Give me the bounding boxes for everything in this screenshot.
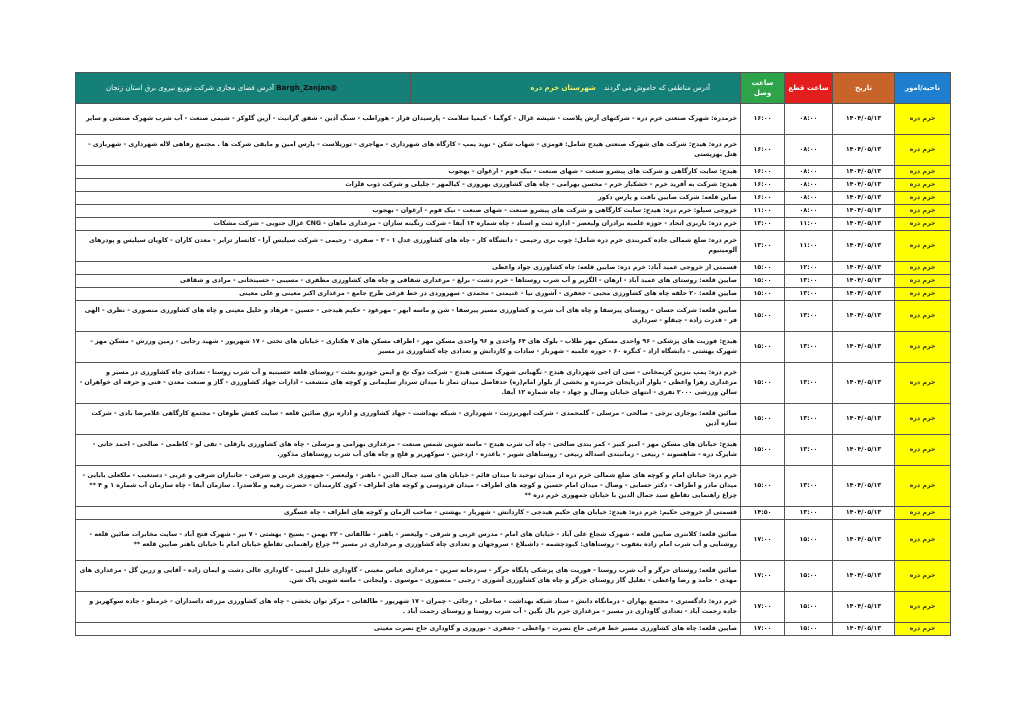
table-row <box>76 404 951 435</box>
region-cell: خرم دره <box>895 275 951 288</box>
date-cell: ۱۴۰۴/۰۵/۱۳ <box>833 205 895 218</box>
date-cell: ۱۴۰۴/۰۵/۱۳ <box>833 262 895 275</box>
table-row <box>76 592 951 623</box>
address-cell: صائین قلعه: کلانتری صایین قلعه - شهرک شجاع علی آباد - خیابان های امام - مدرس غربی و شرقی - ولیعصر - باهنر - طالقانی - ۲۲ بهمن - بسیج - بهشتی - ۷ تیر - شهرک فتح آباد - سایت مخابرات صائین قلعه - روشنایی و آب شرب امام زاده یعقوب - روستاهای: کبودچشمه - داشبلاغ - سروجهان و تعدادی چاه کشاورزی و مرغداری در مسیر ** چراغ راهنمایی تقاطع خیابان امام با خیابان باهنر صایین قلعه ** <box>76 520 741 561</box>
region-cell: خرم دره <box>895 561 951 592</box>
table-row <box>76 623 951 636</box>
table-row <box>76 166 951 179</box>
address-cell: هیدج: سایت کارگاهی و شرکت های پیشرو صنعت - شهای صنعت - نیک فوم - ارغوان - بهجوب <box>76 166 741 179</box>
table-row <box>76 363 951 404</box>
date-cell: ۱۴۰۴/۰۵/۱۳ <box>833 435 895 466</box>
date-cell: ۱۴۰۴/۰۵/۱۳ <box>833 218 895 231</box>
table-row <box>76 192 951 205</box>
cut-time-cell: ۱۳:۰۰ <box>785 301 833 332</box>
header-social <box>76 73 411 104</box>
date-cell: ۱۴۰۴/۰۵/۱۳ <box>833 592 895 623</box>
region-cell: خرم دره <box>895 205 951 218</box>
region-cell: خرم دره <box>895 363 951 404</box>
address-cell: هیدج: شرکت به آفرید خرم - خشکبار خرم - محسن بهرامی - چاه های کشاورزی بهروزی - کیالمهر - جلیلی و شرکت ذوب فلزات <box>76 179 741 192</box>
header-row <box>76 73 951 104</box>
cut-time-cell: ۱۳:۰۰ <box>785 435 833 466</box>
address-cell: خرم دره: دادگستری - مجتمع بهاران - درمانگاه دانش - ستاد شبکه بهداشت - ساحلی - رجائی - چمران - ۱۷ شهریور - طالقانی - مرکز توان بخشی - چاه های کشاورزی مزرعه داسداران - خرمنلو - جاده سوکهریز و جاده رحمت آباد - تعدادی گاوداری در مسیر - مرغداری خرم بال نگین - آب شرب روستا و روستای رحمت آباد . <box>76 592 741 623</box>
address-cell: صایین قلعه: چاه های کشاورزی مسیر خط فرعی حاج نصرت - واعظی - جعفری - نوروزی و گاوداری حاج نصرت معینی <box>76 623 741 636</box>
date-cell: ۱۴۰۴/۰۵/۱۳ <box>833 363 895 404</box>
social-handle: @Bargh_Zanjan <box>276 84 338 92</box>
date-cell: ۱۴۰۴/۰۵/۱۳ <box>833 192 895 205</box>
address-cell: صایین قلعه: روستای های عمید آباد - ارهان - الگزیر و آب شرب روستاها - خرم دشت - برلغ - مرغداری شقاقی و چاه های کشاورزی مظفری - مسیبی - حسینخانی - مرادی و شقاقی <box>76 275 741 288</box>
date-cell: ۱۴۰۴/۰۵/۱۳ <box>833 275 895 288</box>
address-cell: خرم دره: ضلع شمالی جاده کمربندی خرم دره شامل: چوب بری رحیمی - دانشگاه کار - چاه های کشاورزی عدل ۱ - ۲ - صفری - رحیمی - شرکت سیلیس آرا - کانسار ترابر - معدن کاران - کاویان سیلیس و پودرهای آلومینیوم <box>76 231 741 262</box>
address-cell: هیدج: فوریت های پزشکی - ۹۶ واحدی مسکن مهر طلاب - بلوک های ۶۴ واحدی و ۹۶ واحدی مسکن مهر - اطراف مسکن های ۷ هکتاری - خیابان های تختی - ۱۷ شهریور - شهید رجایی - زمین ورزش - مسکن مهر - شهرک بهشتی - دانشگاه ازاد - کنگره ۶۰ - حوزه علمیه - شهربار - سادات و کاردانش و تعدادی چاه کشاورزی در مسیر <box>76 332 741 363</box>
date-cell: ۱۴۰۴/۰۵/۱۳ <box>833 332 895 363</box>
address-label: آدرس مناطقی که خاموش می گردند <box>603 84 710 92</box>
connect-time-cell: ۱۱:۰۰ <box>741 205 785 218</box>
connect-time-cell: ۱۷:۰۰ <box>741 520 785 561</box>
region-cell: خرم دره <box>895 623 951 636</box>
date-cell: ۱۴۰۴/۰۵/۱۳ <box>833 561 895 592</box>
date-cell: ۱۴۰۴/۰۵/۱۳ <box>833 288 895 301</box>
date-cell: ۱۴۰۴/۰۵/۱۳ <box>833 179 895 192</box>
connect-time-cell: ۱۵:۰۰ <box>741 363 785 404</box>
date-cell: ۱۴۰۴/۰۵/۱۳ <box>833 301 895 332</box>
outage-table <box>75 72 951 636</box>
address-cell: صایین قلعه: ۲۰ حلقه چاه های کشاورزی محبی - جعفری - آشوری نیا - غنیمتی - محمدی - سهروردی در خط فرعی طرح جامع - مرغداری اکبر معینی و علی معینی <box>76 288 741 301</box>
connect-time-cell: ۱۵:۰۰ <box>741 466 785 507</box>
address-cell: صایین قلعه: شرکت حسان - روستای پیرسقا و چاه های آب شرب و کشاورزی مسیر پیرسقا - شن و ماسه ابهر - مهرعود - حکیم هیدجی - حسین - فرهاد و خلیل معینی و چاه های کشاورزی منصوری - نظری - الهی فر - قدرت زاده - چیقلو - سرداری <box>76 301 741 332</box>
cut-time-cell: ۰۸:۰۰ <box>785 166 833 179</box>
date-cell: ۱۴۰۴/۰۵/۱۳ <box>833 404 895 435</box>
region-cell: خرم دره <box>895 218 951 231</box>
date-cell: ۱۴۰۴/۰۵/۱۳ <box>833 231 895 262</box>
header-cut-time: ساعت قطع <box>785 73 833 104</box>
connect-time-cell: ۱۶:۰۰ <box>741 192 785 205</box>
cut-time-cell: ۱۱:۰۰ <box>785 218 833 231</box>
region-cell: خرم دره <box>895 288 951 301</box>
address-cell: قسمتی از خروجی حکیم: خرم دره: هیدج: خیابان های حکیم هیدجی - کاردانش - شهریار - بهشتی - صاحب الزمان و کوچه های اطراف - چاه عسگری <box>76 507 741 520</box>
header-address <box>411 73 741 104</box>
connect-time-cell: ۱۷:۰۰ <box>741 623 785 636</box>
header-date: تاریخ <box>833 73 895 104</box>
connect-time-cell: ۱۵:۰۰ <box>741 288 785 301</box>
address-cell: هیدج: خیابان های مسکن مهر - امیر کبیر - کمر بندی صالحی - چاه آب شرب هیدج - ماسه شویی شمس صنعت - مرغداری بهرامی و مرسلی - چاه های کشاورزی یارقلی - تقی لو - کاظمی - صالحی - احمد خانی - شایرک دره - شاهسوند - ربیعی - زمانبندی اسداله ربیعی - روستاهای شویر - باغدره - اردجین - سوکهریز و قلج و چاه های آب شرب روستاهای مذکور. <box>76 435 741 466</box>
table-row <box>76 179 951 192</box>
connect-time-cell: ۱۳:۰۰ <box>741 218 785 231</box>
region-cell: خرم دره <box>895 435 951 466</box>
header-connect-time: ساعت وصل <box>741 73 785 104</box>
address-cell: خرم دره: هیدج: شرکت های شهرک صنعتی هیدج شامل: قومزی - شهاب شکن - نوید پمپ - کارگاه های شهرداری - مهاجری - توریلاست - پارس امین و مابقی شرکت ها . مجتمع رفاهی لاله شهرداری - شهربازی - هتل بهزیستی <box>76 135 741 166</box>
connect-time-cell: ۱۵:۰۰ <box>741 435 785 466</box>
cut-time-cell: ۱۵:۰۰ <box>785 623 833 636</box>
cut-time-cell: ۱۵:۰۰ <box>785 520 833 561</box>
cut-time-cell: ۱۳:۰۰ <box>785 507 833 520</box>
table-row <box>76 466 951 507</box>
region-cell: خرم دره <box>895 332 951 363</box>
address-cell: خرمدره: شهرک صنعتی خرم دره - شرکتهای آرش پلاست - شیشه غزال - کوگما - کیمیا سلامت - پارسیدان فراز - هوراطب - سنگ آذین - شقق گرانیت - آرین گلوکز - شیمی صنعت - آب شرب شهرک صنعتی و سایر <box>76 104 741 135</box>
cut-time-cell: ۱۳:۰۰ <box>785 332 833 363</box>
connect-time-cell: ۱۵:۰۰ <box>741 404 785 435</box>
table-row <box>76 561 951 592</box>
table-row <box>76 275 951 288</box>
cut-time-cell: ۱۲:۰۰ <box>785 262 833 275</box>
region-cell: خرم دره <box>895 192 951 205</box>
date-cell: ۱۴۰۴/۰۵/۱۳ <box>833 507 895 520</box>
region-cell: خرم دره <box>895 301 951 332</box>
social-label: آدرس فضای مجازی شرکت توزیع نیروی برق استان زنجان <box>106 84 274 92</box>
connect-time-cell: ۱۵:۰۰ <box>741 275 785 288</box>
address-cell: خروجی سیلو: خرم دره: هیدج: سایت کارگاهی و شرکت های پیشرو صنعت - شهای صنعت - نیک فوم - ارغوان - بهجوب <box>76 205 741 218</box>
connect-time-cell: ۱۳:۰۰ <box>741 231 785 262</box>
table-row <box>76 435 951 466</box>
address-cell: صاین قلعه: شرکت صایین بافت و پارس دکور <box>76 192 741 205</box>
table-body <box>76 104 951 636</box>
table-row <box>76 262 951 275</box>
date-cell: ۱۴۰۴/۰۵/۱۳ <box>833 135 895 166</box>
region-cell: خرم دره <box>895 166 951 179</box>
header-region: ناحیه/امور <box>895 73 951 104</box>
cut-time-cell: ۰۸:۰۰ <box>785 135 833 166</box>
address-cell: صائین قلعه: روستای جرگر و آب شرب روستا - فوریت های پزشکی پایگاه جرگر - سردخانه سرین - مرغداری عباس معینی - گاوداری خلیل امینی - گاوداری عالی دشت و ایمان زاده - آقایی و زرین گل - مرغداری های مهدی - حامد و رضا واعظی - تقلیل گاز روستای جرگر و چاه های کشاورزی آشوری - رجبی - منصوری - موسوی . ولیجانی - ماسه شویی پاک شن. <box>76 561 741 592</box>
address-cell: قسمتی از خروجی عمید آباد: خرم دره: صایین قلعه: چاه کشاورزی جواد واعظی <box>76 262 741 275</box>
address-cell: خرم دره: خیابان امام و کوچه های ضلع شمالی خرم دره از میدان توحید تا میدان قائم - خیابان های سید جمال الدین - باهنر - ولیعصر - جمهوری غربی و شرقی - جانبازان شرقی و غربی - دستغیب - ملکعلی بابایی - میدان مادر و اطراف - دکتر حسابی - وصال - میدان امام حسین و کوچه های اطراف - میدان فردوسی و کوچه های اطراف - کوی کارمندان - حضرت رقیه و ملاصدرا . سازمان آبفا - چاه سازمان آب شماره ۱ و ۴ ** چراغ راهنمایی تقاطع سید جمال الدین با خیابان جمهوری خرم دره ** <box>76 466 741 507</box>
cut-time-cell: ۰۸:۰۰ <box>785 192 833 205</box>
cut-time-cell: ۱۳:۰۰ <box>785 288 833 301</box>
region-cell: خرم دره <box>895 466 951 507</box>
connect-time-cell: ۱۷:۰۰ <box>741 592 785 623</box>
region-cell: خرم دره <box>895 231 951 262</box>
address-cell: خرم دره: باربری اتحاد - حوزه علمیه برادران ولیعصر - اداره ثبت و اسناد - چاه شماره ۱۴ آبفا - شرکت رنگینه سازان - مرغداری ماهان - CNG غزال جنوبی - شرکت مشکات <box>76 218 741 231</box>
outage-schedule-sheet <box>75 72 950 636</box>
city-label: شهرستان خرم دره <box>530 84 596 92</box>
region-cell: خرم دره <box>895 104 951 135</box>
region-cell: خرم دره <box>895 507 951 520</box>
date-cell: ۱۴۰۴/۰۵/۱۳ <box>833 623 895 636</box>
region-cell: خرم دره <box>895 592 951 623</box>
address-cell: صائین قلعه: بوجاری برجی - صالحی - مرسلی - گلمحمدی - شرکت ابهربرزنت - شهرداری - شبکه بهداشت - جهاد کشاورزی و اداره برق صائین قلعه - سایت کفش طوفان - مجتمع کارگاهی غلامرضا بادی - شرکت سازه آذین <box>76 404 741 435</box>
connect-time-cell: ۱۶:۰۰ <box>741 166 785 179</box>
table-row <box>76 332 951 363</box>
connect-time-cell: ۱۵:۰۰ <box>741 332 785 363</box>
table-row <box>76 205 951 218</box>
cut-time-cell: ۱۳:۰۰ <box>785 363 833 404</box>
region-cell: خرم دره <box>895 135 951 166</box>
table-row <box>76 104 951 135</box>
connect-time-cell: ۱۴:۵۰ <box>741 507 785 520</box>
region-cell: خرم دره <box>895 179 951 192</box>
connect-time-cell: ۱۶:۰۰ <box>741 179 785 192</box>
cut-time-cell: ۰۸:۰۰ <box>785 205 833 218</box>
connect-time-cell: ۱۷:۰۰ <box>741 561 785 592</box>
table-row <box>76 520 951 561</box>
date-cell: ۱۴۰۴/۰۵/۱۳ <box>833 520 895 561</box>
table-row <box>76 218 951 231</box>
table-row <box>76 288 951 301</box>
connect-time-cell: ۱۵:۰۰ <box>741 301 785 332</box>
cut-time-cell: ۱۳:۰۰ <box>785 275 833 288</box>
connect-time-cell: ۱۶:۰۰ <box>741 135 785 166</box>
cut-time-cell: ۰۸:۰۰ <box>785 179 833 192</box>
cut-time-cell: ۱۳:۰۰ <box>785 466 833 507</box>
cut-time-cell: ۱۵:۰۰ <box>785 592 833 623</box>
connect-time-cell: ۱۵:۰۰ <box>741 262 785 275</box>
table-row <box>76 135 951 166</box>
date-cell: ۱۴۰۴/۰۵/۱۳ <box>833 166 895 179</box>
connect-time-cell: ۱۶:۰۰ <box>741 104 785 135</box>
cut-time-cell: ۱۳:۰۰ <box>785 404 833 435</box>
table-row <box>76 231 951 262</box>
region-cell: خرم دره <box>895 520 951 561</box>
address-cell: خرم دره: پمپ بنزین کریمخانی - سی ان اجی شهرداری هیدج - نگهبانی شهرک صنعتی هیدج - شرکت دوک نخ و ایمن خودرو بعثت - روستای قلعه حسینیه و آب شرب روستا - تعدادی چاه کشاورزی در مسیر و مرغداری زهرا واعظی - بلوار آذربایجان خرمدره و بخشی از بلوار امام(ره) حدفاصل میدان نماز تا میدان سردار سلیمانی و کوچه های منشعب - ادارات جهاد کشاورزی - گاز و صنعت معدن - فنی و حرفه ای خواهران - سالن ورزشی ۲۰۰۰ نفری - انتهای خیابان وصال و جهاد - چاه شماره ۱۲ آبفا. <box>76 363 741 404</box>
table-row <box>76 301 951 332</box>
date-cell: ۱۴۰۴/۰۵/۱۳ <box>833 104 895 135</box>
region-cell: خرم دره <box>895 262 951 275</box>
cut-time-cell: ۱۵:۰۰ <box>785 561 833 592</box>
table-row <box>76 507 951 520</box>
cut-time-cell: ۰۸:۰۰ <box>785 104 833 135</box>
date-cell: ۱۴۰۴/۰۵/۱۳ <box>833 466 895 507</box>
region-cell: خرم دره <box>895 404 951 435</box>
cut-time-cell: ۱۱:۰۰ <box>785 231 833 262</box>
